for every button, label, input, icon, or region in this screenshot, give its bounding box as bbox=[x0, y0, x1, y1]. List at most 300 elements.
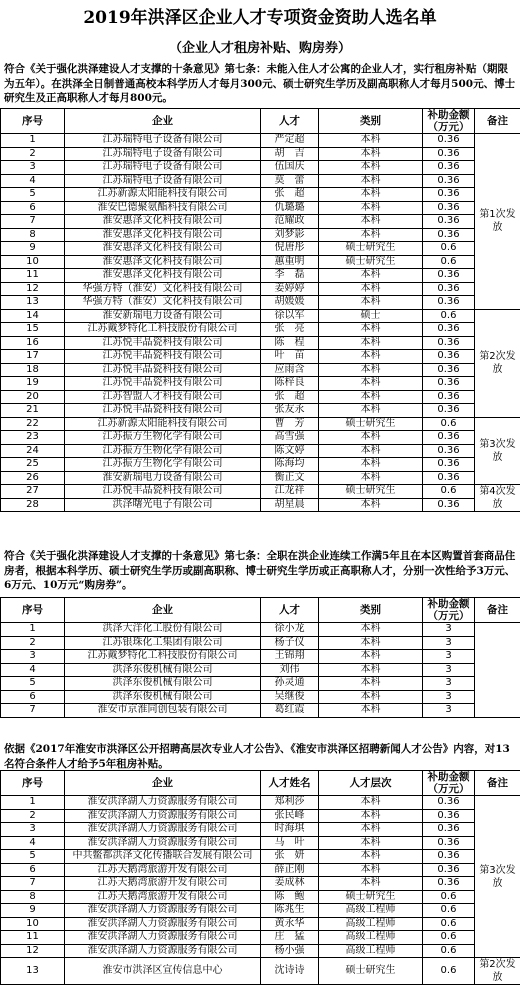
cell-index: 21 bbox=[1, 404, 65, 418]
cell-index: 7 bbox=[1, 215, 65, 229]
cell-category: 本科 bbox=[319, 458, 423, 472]
cell-person: 叶 苗 bbox=[261, 350, 319, 364]
cell-company: 洪泽东俊机械有限公司 bbox=[65, 663, 261, 677]
table-row bbox=[1, 350, 520, 364]
cell-category: 本科 bbox=[319, 161, 423, 175]
cell-index: 13 bbox=[1, 296, 65, 310]
cell-amount: 3 bbox=[423, 690, 475, 704]
cell-company: 淮安新瑞电力设备有限公司 bbox=[65, 309, 261, 323]
cell-amount: 3 bbox=[423, 663, 475, 677]
cell-amount: 0.36 bbox=[423, 444, 475, 458]
column-header: 类别 bbox=[319, 109, 423, 134]
cell-amount: 0.36 bbox=[423, 188, 475, 202]
cell-index: 4 bbox=[1, 836, 65, 850]
cell-category: 本科 bbox=[319, 444, 423, 458]
cell-amount: 0.6 bbox=[423, 255, 475, 269]
column-header: 人才 bbox=[261, 598, 319, 623]
cell-category: 硕士研究生 bbox=[319, 958, 423, 985]
cell-category: 本科 bbox=[319, 282, 423, 296]
cell-company: 淮安惠泽文化科技有限公司 bbox=[65, 228, 261, 242]
cell-person: 杨小强 bbox=[261, 944, 319, 958]
cell-category: 本科 bbox=[319, 201, 423, 215]
cell-person: 黄永华 bbox=[261, 917, 319, 931]
table-row bbox=[1, 417, 520, 431]
cell-person: 张 亮 bbox=[261, 323, 319, 337]
cell-index: 6 bbox=[1, 863, 65, 877]
cell-amount: 0.6 bbox=[423, 242, 475, 256]
cell-amount: 3 bbox=[423, 677, 475, 691]
cell-person: 徐小龙 bbox=[261, 623, 319, 637]
cell-company: 江苏瑞特电子设备有限公司 bbox=[65, 161, 261, 175]
note-cell bbox=[475, 623, 520, 718]
cell-person: 胡 吉 bbox=[261, 147, 319, 161]
cell-category: 本科 bbox=[319, 215, 423, 229]
cell-index: 9 bbox=[1, 242, 65, 256]
cell-person: 张 超 bbox=[261, 390, 319, 404]
cell-company: 淮安洪泽湖人力资源服务有限公司 bbox=[65, 917, 261, 931]
table-row bbox=[1, 917, 520, 931]
cell-amount: 0.36 bbox=[423, 877, 475, 891]
cell-amount: 0.36 bbox=[423, 431, 475, 445]
cell-company: 江苏新源太阳能科技有限公司 bbox=[65, 417, 261, 431]
cell-index: 17 bbox=[1, 350, 65, 364]
cell-category: 本科 bbox=[319, 796, 423, 810]
cell-category: 高级工程师 bbox=[319, 931, 423, 945]
table-row bbox=[1, 958, 520, 985]
table-row bbox=[1, 809, 520, 823]
cell-category: 高级工程师 bbox=[319, 904, 423, 918]
table-row bbox=[1, 134, 520, 148]
cell-index: 10 bbox=[1, 917, 65, 931]
cell-index: 5 bbox=[1, 677, 65, 691]
cell-company: 洪泽曙光电子有限公司 bbox=[65, 498, 261, 512]
cell-category: 本科 bbox=[319, 650, 423, 664]
cell-person: 胡媛媛 bbox=[261, 296, 319, 310]
cell-amount: 0.36 bbox=[423, 269, 475, 283]
cell-category: 本科 bbox=[319, 863, 423, 877]
cell-index: 18 bbox=[1, 363, 65, 377]
cell-person: 高雪强 bbox=[261, 431, 319, 445]
cell-person: 沈诗诗 bbox=[261, 958, 319, 985]
cell-index: 20 bbox=[1, 390, 65, 404]
cell-index: 26 bbox=[1, 471, 65, 485]
cell-category: 高级工程师 bbox=[319, 944, 423, 958]
column-header: 补助金额（万元） bbox=[423, 598, 475, 623]
cell-amount: 0.6 bbox=[423, 890, 475, 904]
table-row bbox=[1, 147, 520, 161]
cell-category: 本科 bbox=[319, 377, 423, 391]
cell-index: 1 bbox=[1, 134, 65, 148]
cell-index: 7 bbox=[1, 877, 65, 891]
cell-amount: 0.6 bbox=[423, 931, 475, 945]
cell-category: 本科 bbox=[319, 188, 423, 202]
cell-index: 6 bbox=[1, 201, 65, 215]
column-header: 人才 bbox=[261, 109, 319, 134]
cell-amount: 3 bbox=[423, 636, 475, 650]
cell-category: 本科 bbox=[319, 836, 423, 850]
cell-index: 24 bbox=[1, 444, 65, 458]
cell-index: 11 bbox=[1, 269, 65, 283]
cell-person: 马 叶 bbox=[261, 836, 319, 850]
section3-table bbox=[0, 770, 520, 985]
cell-person: 吴继俊 bbox=[261, 690, 319, 704]
cell-category: 硕士研究生 bbox=[319, 890, 423, 904]
cell-category: 本科 bbox=[319, 809, 423, 823]
cell-person: 张友永 bbox=[261, 404, 319, 418]
cell-person: 伍国庆 bbox=[261, 161, 319, 175]
table-row bbox=[1, 498, 520, 512]
column-header: 企业 bbox=[65, 771, 261, 796]
cell-category: 高级工程师 bbox=[319, 917, 423, 931]
table-row bbox=[1, 215, 520, 229]
note-cell: 第2次发放 bbox=[475, 958, 520, 985]
cell-company: 淮安洪泽湖人力资源服务有限公司 bbox=[65, 944, 261, 958]
cell-company: 中共鳖都洪泽文化传播联合发展有限公司 bbox=[65, 850, 261, 864]
cell-company: 淮安巴德聚氨酯科技有限公司 bbox=[65, 201, 261, 215]
cell-amount: 0.6 bbox=[423, 917, 475, 931]
cell-category: 本科 bbox=[319, 323, 423, 337]
cell-person: 薛正刚 bbox=[261, 863, 319, 877]
cell-category: 本科 bbox=[319, 690, 423, 704]
cell-company: 洪泽大洋化工股份有限公司 bbox=[65, 623, 261, 637]
cell-amount: 0.36 bbox=[423, 174, 475, 188]
cell-person: 应雨含 bbox=[261, 363, 319, 377]
cell-person: 刘梦影 bbox=[261, 228, 319, 242]
cell-person: 张 妍 bbox=[261, 850, 319, 864]
cell-person: 张 超 bbox=[261, 188, 319, 202]
cell-index: 16 bbox=[1, 336, 65, 350]
cell-person: 王锦翔 bbox=[261, 650, 319, 664]
table-row bbox=[1, 363, 520, 377]
cell-index: 4 bbox=[1, 174, 65, 188]
cell-category: 本科 bbox=[319, 363, 423, 377]
cell-company: 江苏瑞特电子设备有限公司 bbox=[65, 147, 261, 161]
cell-company: 江苏戴梦特化工科技股份有限公司 bbox=[65, 323, 261, 337]
cell-index: 22 bbox=[1, 417, 65, 431]
table-row bbox=[1, 485, 520, 499]
cell-category: 本科 bbox=[319, 134, 423, 148]
cell-index: 13 bbox=[1, 958, 65, 985]
cell-person: 范耀政 bbox=[261, 215, 319, 229]
column-header: 人才层次 bbox=[319, 771, 423, 796]
cell-company: 淮安洪泽湖人力资源服务有限公司 bbox=[65, 823, 261, 837]
table-row bbox=[1, 663, 520, 677]
cell-amount: 0.36 bbox=[423, 836, 475, 850]
table-row bbox=[1, 850, 520, 864]
table-row bbox=[1, 431, 520, 445]
cell-amount: 0.6 bbox=[423, 485, 475, 499]
cell-company: 江苏悦丰晶瓷科技有限公司 bbox=[65, 485, 261, 499]
cell-category: 本科 bbox=[319, 390, 423, 404]
cell-index: 12 bbox=[1, 282, 65, 296]
cell-category: 本科 bbox=[319, 471, 423, 485]
cell-company: 洪泽东俊机械有限公司 bbox=[65, 677, 261, 691]
cell-amount: 0.36 bbox=[423, 363, 475, 377]
cell-index: 19 bbox=[1, 377, 65, 391]
cell-person: 陈海均 bbox=[261, 458, 319, 472]
cell-index: 2 bbox=[1, 809, 65, 823]
table-row bbox=[1, 282, 520, 296]
cell-amount: 0.36 bbox=[423, 228, 475, 242]
cell-amount: 0.6 bbox=[423, 944, 475, 958]
cell-category: 本科 bbox=[319, 174, 423, 188]
cell-category: 硕士研究生 bbox=[319, 417, 423, 431]
table-row bbox=[1, 836, 520, 850]
table-row bbox=[1, 677, 520, 691]
cell-person: 衡正文 bbox=[261, 471, 319, 485]
cell-company: 江苏瑞特电子设备有限公司 bbox=[65, 174, 261, 188]
table-row bbox=[1, 636, 520, 650]
cell-person: 仇璐璐 bbox=[261, 201, 319, 215]
cell-amount: 0.36 bbox=[423, 161, 475, 175]
table-row bbox=[1, 890, 520, 904]
cell-amount: 3 bbox=[423, 650, 475, 664]
cell-index: 2 bbox=[1, 636, 65, 650]
cell-amount: 0.36 bbox=[423, 458, 475, 472]
cell-category: 本科 bbox=[319, 636, 423, 650]
note-cell: 第3次发放 bbox=[475, 417, 520, 485]
cell-index: 3 bbox=[1, 161, 65, 175]
cell-category: 本科 bbox=[319, 498, 423, 512]
cell-company: 江苏悦丰晶瓷科技有限公司 bbox=[65, 350, 261, 364]
cell-category: 硕士研究生 bbox=[319, 485, 423, 499]
table-row bbox=[1, 188, 520, 202]
cell-category: 本科 bbox=[319, 228, 423, 242]
cell-index: 1 bbox=[1, 623, 65, 637]
table-header-row bbox=[1, 771, 520, 796]
cell-person: 李 磊 bbox=[261, 269, 319, 283]
cell-index: 8 bbox=[1, 228, 65, 242]
cell-company: 江苏悦丰晶瓷科技有限公司 bbox=[65, 363, 261, 377]
cell-amount: 0.36 bbox=[423, 336, 475, 350]
cell-index: 11 bbox=[1, 931, 65, 945]
table-row bbox=[1, 228, 520, 242]
cell-person: 杨子仪 bbox=[261, 636, 319, 650]
column-header: 备注 bbox=[475, 109, 520, 134]
cell-company: 江苏瑞特电子设备有限公司 bbox=[65, 134, 261, 148]
cell-amount: 0.6 bbox=[423, 958, 475, 985]
column-header: 人才姓名 bbox=[261, 771, 319, 796]
table-row bbox=[1, 255, 520, 269]
cell-company: 江苏天鹅湾旅游开发有限公司 bbox=[65, 890, 261, 904]
cell-amount: 0.36 bbox=[423, 147, 475, 161]
cell-company: 华强方特（淮安）文化科技有限公司 bbox=[65, 296, 261, 310]
cell-person: 张民峰 bbox=[261, 809, 319, 823]
cell-company: 江苏振方生物化学有限公司 bbox=[65, 444, 261, 458]
table-row bbox=[1, 704, 520, 718]
note-cell: 第3次发放 bbox=[475, 796, 520, 958]
section2-table bbox=[0, 597, 520, 718]
cell-person: 刘伟 bbox=[261, 663, 319, 677]
cell-company: 江苏悦丰晶瓷科技有限公司 bbox=[65, 377, 261, 391]
cell-amount: 0.6 bbox=[423, 417, 475, 431]
cell-company: 江苏智盟人才科技有限公司 bbox=[65, 390, 261, 404]
section1-intro: 符合《关于强化洪泽建设人才支撑的十条意见》第七条：未能入住人才公寓的企业人才，实行租房补贴（期限为五年）。在洪泽全日制普通高校本科学历人才每月300元、硕士研究生学历及副高职称人才每月500元、博士研究生及正高职称人才每月800元。 bbox=[4, 63, 516, 104]
cell-amount: 0.36 bbox=[423, 390, 475, 404]
cell-company: 江苏悦丰晶瓷科技有限公司 bbox=[65, 404, 261, 418]
table-row bbox=[1, 296, 520, 310]
cell-category: 本科 bbox=[319, 850, 423, 864]
cell-person: 徐以军 bbox=[261, 309, 319, 323]
cell-person: 陈兆生 bbox=[261, 904, 319, 918]
cell-company: 江苏振方生物化学有限公司 bbox=[65, 431, 261, 445]
cell-amount: 0.36 bbox=[423, 863, 475, 877]
note-cell: 第1次发放 bbox=[475, 134, 520, 310]
table-row bbox=[1, 904, 520, 918]
cell-amount: 0.36 bbox=[423, 498, 475, 512]
cell-person: 庄 猛 bbox=[261, 931, 319, 945]
cell-index: 27 bbox=[1, 485, 65, 499]
table-row bbox=[1, 404, 520, 418]
cell-category: 本科 bbox=[319, 269, 423, 283]
cell-person: 孙灵通 bbox=[261, 677, 319, 691]
cell-company: 淮安洪泽湖人力资源服务有限公司 bbox=[65, 796, 261, 810]
cell-category: 硕士 bbox=[319, 309, 423, 323]
cell-company: 江苏新源太阳能科技有限公司 bbox=[65, 188, 261, 202]
cell-category: 本科 bbox=[319, 350, 423, 364]
page-title: 2019年洪泽区企业人才专项资金资助人选名单 bbox=[83, 8, 437, 28]
cell-amount: 3 bbox=[423, 704, 475, 718]
cell-company: 江苏戴梦特化工科技股份有限公司 bbox=[65, 650, 261, 664]
cell-company: 江苏银珠化工集团有限公司 bbox=[65, 636, 261, 650]
table-row bbox=[1, 377, 520, 391]
table-header-row bbox=[1, 598, 520, 623]
cell-index: 28 bbox=[1, 498, 65, 512]
cell-category: 本科 bbox=[319, 147, 423, 161]
section2-intro: 符合《关于强化洪泽建设人才支撑的十条意见》第七条：全职在洪企业连续工作满5年且在本区购置首套商品住房者，根据本科学历、硕士研究生学历或副高职称、博士研究生学历或正高职称人才，分别一次性给予3万元、6万元、10万元“购房券”。 bbox=[4, 550, 516, 591]
table-row bbox=[1, 944, 520, 958]
cell-person: 陈 鲍 bbox=[261, 890, 319, 904]
cell-amount: 3 bbox=[423, 623, 475, 637]
cell-company: 江苏振方生物化学有限公司 bbox=[65, 458, 261, 472]
table-header-row bbox=[1, 109, 520, 134]
cell-person: 江龙祥 bbox=[261, 485, 319, 499]
table-row bbox=[1, 269, 520, 283]
cell-index: 25 bbox=[1, 458, 65, 472]
cell-index: 4 bbox=[1, 663, 65, 677]
cell-index: 10 bbox=[1, 255, 65, 269]
cell-person: 姜婷婷 bbox=[261, 282, 319, 296]
cell-amount: 0.36 bbox=[423, 282, 475, 296]
cell-amount: 0.6 bbox=[423, 904, 475, 918]
cell-person: 陈梓良 bbox=[261, 377, 319, 391]
table-row bbox=[1, 309, 520, 323]
cell-index: 23 bbox=[1, 431, 65, 445]
cell-category: 本科 bbox=[319, 823, 423, 837]
cell-person: 曹 芳 bbox=[261, 417, 319, 431]
column-header: 类别 bbox=[319, 598, 423, 623]
cell-index: 14 bbox=[1, 309, 65, 323]
cell-person: 蕙重明 bbox=[261, 255, 319, 269]
cell-category: 硕士研究生 bbox=[319, 242, 423, 256]
cell-company: 淮安惠泽文化科技有限公司 bbox=[65, 215, 261, 229]
cell-category: 本科 bbox=[319, 663, 423, 677]
cell-index: 8 bbox=[1, 890, 65, 904]
column-header: 企业 bbox=[65, 598, 261, 623]
cell-amount: 0.36 bbox=[423, 350, 475, 364]
table-row bbox=[1, 650, 520, 664]
cell-index: 9 bbox=[1, 904, 65, 918]
table-row bbox=[1, 690, 520, 704]
cell-company: 淮安惠泽文化科技有限公司 bbox=[65, 242, 261, 256]
cell-category: 本科 bbox=[319, 404, 423, 418]
table-row bbox=[1, 623, 520, 637]
cell-company: 淮安惠泽文化科技有限公司 bbox=[65, 255, 261, 269]
cell-category: 本科 bbox=[319, 296, 423, 310]
cell-amount: 0.36 bbox=[423, 823, 475, 837]
table-row bbox=[1, 444, 520, 458]
cell-index: 3 bbox=[1, 823, 65, 837]
table-row bbox=[1, 174, 520, 188]
cell-amount: 0.36 bbox=[423, 796, 475, 810]
note-cell: 第4次发放 bbox=[475, 485, 520, 512]
cell-amount: 0.36 bbox=[423, 296, 475, 310]
column-header: 补助金额（万元） bbox=[423, 109, 475, 134]
cell-company: 江苏悦丰晶瓷科技有限公司 bbox=[65, 336, 261, 350]
cell-person: 倪唐彤 bbox=[261, 242, 319, 256]
cell-company: 淮安洪泽湖人力资源服务有限公司 bbox=[65, 809, 261, 823]
section3-intro: 依据《2017年淮安市洪泽区公开招聘高层次专业人才公告》、《淮安市洪泽区招聘新闻人才公告》内容，对13名符合条件人才给予5年租房补贴。 bbox=[4, 743, 510, 770]
table-row bbox=[1, 323, 520, 337]
cell-amount: 0.36 bbox=[423, 377, 475, 391]
cell-person: 陈 程 bbox=[261, 336, 319, 350]
cell-company: 江苏天鹅湾旅游开发有限公司 bbox=[65, 863, 261, 877]
table-row bbox=[1, 242, 520, 256]
cell-company: 淮安惠泽文化科技有限公司 bbox=[65, 269, 261, 283]
section1-table bbox=[0, 108, 520, 512]
table-row bbox=[1, 796, 520, 810]
cell-amount: 0.36 bbox=[423, 134, 475, 148]
cell-index: 12 bbox=[1, 944, 65, 958]
cell-company: 淮安洪泽湖人力资源服务有限公司 bbox=[65, 931, 261, 945]
cell-person: 严定超 bbox=[261, 134, 319, 148]
cell-index: 5 bbox=[1, 850, 65, 864]
table-row bbox=[1, 201, 520, 215]
table-row bbox=[1, 390, 520, 404]
column-header: 备注 bbox=[475, 598, 520, 623]
cell-person: 胡星晨 bbox=[261, 498, 319, 512]
cell-person: 姜成林 bbox=[261, 877, 319, 891]
cell-index: 6 bbox=[1, 690, 65, 704]
column-header: 补助金额（万元） bbox=[423, 771, 475, 796]
cell-amount: 0.6 bbox=[423, 309, 475, 323]
cell-company: 淮安洪泽湖人力资源服务有限公司 bbox=[65, 836, 261, 850]
cell-amount: 0.36 bbox=[423, 215, 475, 229]
table-row bbox=[1, 336, 520, 350]
cell-company: 淮安洪泽湖人力资源服务有限公司 bbox=[65, 904, 261, 918]
column-header: 序号 bbox=[1, 109, 65, 134]
column-header: 企业 bbox=[65, 109, 261, 134]
cell-index: 3 bbox=[1, 650, 65, 664]
cell-person: 陈文婷 bbox=[261, 444, 319, 458]
table-row bbox=[1, 458, 520, 472]
cell-category: 硕士研究生 bbox=[319, 255, 423, 269]
note-cell: 第2次发放 bbox=[475, 309, 520, 417]
cell-amount: 0.36 bbox=[423, 471, 475, 485]
cell-person: 葛红霞 bbox=[261, 704, 319, 718]
cell-category: 本科 bbox=[319, 704, 423, 718]
column-header: 备注 bbox=[475, 771, 520, 796]
cell-index: 7 bbox=[1, 704, 65, 718]
cell-category: 本科 bbox=[319, 336, 423, 350]
table-row bbox=[1, 877, 520, 891]
cell-index: 5 bbox=[1, 188, 65, 202]
cell-company: 华强方特（淮安）文化科技有限公司 bbox=[65, 282, 261, 296]
page-subtitle: （企业人才租房补贴、购房券） bbox=[168, 41, 351, 56]
table-row bbox=[1, 471, 520, 485]
cell-company: 江苏天鹅湾旅游开发有限公司 bbox=[65, 877, 261, 891]
table-row bbox=[1, 931, 520, 945]
